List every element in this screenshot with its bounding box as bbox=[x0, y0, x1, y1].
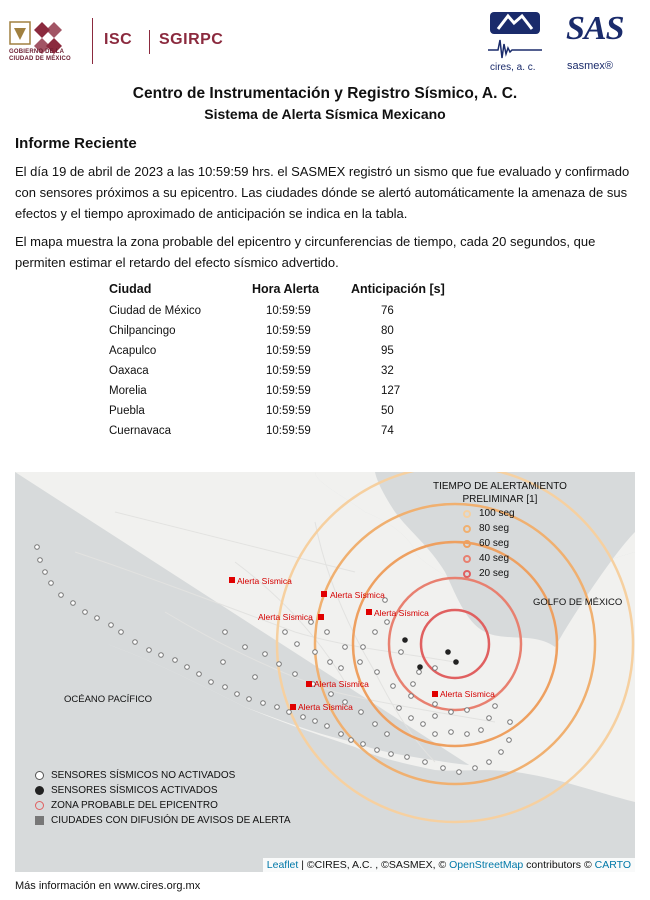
carto-link[interactable]: CARTO bbox=[594, 859, 631, 871]
seismic-map[interactable] bbox=[15, 472, 635, 872]
cell-seconds: 74 bbox=[381, 425, 394, 437]
cell-seconds: 95 bbox=[381, 345, 394, 357]
sensor-off-icon bbox=[35, 771, 44, 780]
cell-city: Chilpancingo bbox=[109, 325, 176, 337]
leaflet-link[interactable]: Leaflet bbox=[266, 859, 299, 871]
gulf-label: GOLFO DE MÉXICO bbox=[533, 597, 623, 608]
alert-label: Alerta Sísmica bbox=[237, 576, 292, 586]
alert-label: Alerta Sísmica bbox=[298, 702, 353, 712]
column-header-anticipacion: Anticipación [s] bbox=[351, 282, 445, 296]
table-header-row bbox=[106, 281, 451, 301]
cell-time: 10:59:59 bbox=[266, 365, 311, 377]
sas-logo: SAS bbox=[566, 10, 624, 47]
table-row bbox=[106, 321, 451, 341]
time-legend-title: TIEMPO DE ALERTAMIENTO PRELIMINAR [1] bbox=[433, 481, 567, 505]
ring-icon bbox=[463, 540, 471, 548]
page-title: Centro de Instrumentación y Registro Sísmico, A. C. bbox=[132, 85, 518, 102]
table-row bbox=[106, 401, 451, 421]
header-divider bbox=[92, 18, 93, 64]
ring-icon bbox=[463, 510, 471, 518]
table-row bbox=[106, 361, 451, 381]
table-row bbox=[106, 381, 451, 401]
legend-item: 100 seg bbox=[433, 506, 567, 521]
sensor-on-icon bbox=[35, 786, 44, 795]
alert-label: Alerta Sísmica bbox=[440, 689, 495, 699]
legend-item: SENSORES SÍSMICOS NO ACTIVADOS bbox=[35, 768, 291, 783]
table-row bbox=[106, 421, 451, 441]
map-description-paragraph: El mapa muestra la zona probable del epicentro y circunferencias de tiempo, cada 20 segundos, que permiten estimar el retardo del efecto sísmico advertido. bbox=[15, 234, 596, 270]
legend-item: 20 seg bbox=[433, 566, 567, 581]
cell-time: 10:59:59 bbox=[266, 345, 311, 357]
section-title: Informe Reciente bbox=[15, 135, 137, 152]
column-header-hora: Hora Alerta bbox=[252, 282, 319, 296]
cell-time: 10:59:59 bbox=[266, 405, 311, 417]
cell-time: 10:59:59 bbox=[266, 425, 311, 437]
legend-item: 60 seg bbox=[433, 536, 567, 551]
ring-icon bbox=[463, 525, 471, 533]
alert-label: Alerta Sísmica bbox=[314, 679, 369, 689]
cell-seconds: 76 bbox=[381, 305, 394, 317]
cell-time: 10:59:59 bbox=[266, 385, 311, 397]
ring-icon bbox=[463, 555, 471, 563]
alert-label: Alerta Sísmica bbox=[330, 590, 385, 600]
alert-label: Alerta Sísmica bbox=[374, 608, 429, 618]
cell-seconds: 32 bbox=[381, 365, 394, 377]
alert-label: Alerta Sísmica bbox=[258, 612, 313, 622]
footer-info: Más información en www.cires.org.mx bbox=[15, 880, 201, 892]
cires-logo bbox=[486, 10, 544, 60]
ring-icon bbox=[463, 570, 471, 578]
legend-item: 80 seg bbox=[433, 521, 567, 536]
cell-city: Oaxaca bbox=[109, 365, 149, 377]
cell-city: Puebla bbox=[109, 405, 145, 417]
legend-item: SENSORES SÍSMICOS ACTIVADOS bbox=[35, 783, 291, 798]
map-attribution: Leaflet | ©CIRES, A.C. , ©SASMEX, © OpenStreetMap contributors © CARTO bbox=[263, 858, 635, 872]
column-header-ciudad: Ciudad bbox=[109, 282, 152, 296]
cell-city: Morelia bbox=[109, 385, 147, 397]
legend-item: ZONA PROBABLE DEL EPICENTRO bbox=[35, 798, 291, 813]
table-row bbox=[106, 301, 451, 321]
legend-item: CIUDADES CON DIFUSIÓN DE AVISOS DE ALERTA bbox=[35, 813, 291, 828]
cires-text: cires, a. c. bbox=[490, 62, 536, 73]
cell-city: Ciudad de México bbox=[109, 305, 202, 317]
sgirpc-logo-text: SGIRPC bbox=[159, 31, 224, 48]
cell-seconds: 80 bbox=[381, 325, 394, 337]
pacific-ocean-label: OCÉANO PACÍFICO bbox=[64, 694, 152, 705]
cell-city: Cuernavaca bbox=[109, 425, 172, 437]
city-square-icon bbox=[35, 816, 44, 825]
cell-seconds: 50 bbox=[381, 405, 394, 417]
symbol-legend bbox=[35, 768, 291, 828]
report-paragraph: El día 19 de abril de 2023 a las 10:59:59 hrs. el SASMEX registró un sismo que fue evaluado y confirmado con sensores próximos a su epicentro. Las ciudades dónde se alertó automáticamente la amenaza de sus efectos y el tiempo aproximado de anticipación se indica en la tabla. bbox=[15, 164, 630, 221]
epicenter-ring-icon bbox=[35, 801, 44, 810]
osm-link[interactable]: OpenStreetMap bbox=[449, 859, 524, 871]
page-subtitle: Sistema de Alerta Sísmica Mexicano bbox=[204, 106, 446, 122]
gobierno-cdmx-text: GOBIERNO DE LA CIUDAD DE MÉXICO bbox=[9, 49, 71, 62]
cell-time: 10:59:59 bbox=[266, 305, 311, 317]
cell-seconds: 127 bbox=[381, 385, 401, 397]
header-divider bbox=[149, 30, 150, 54]
sasmex-text: sasmex® bbox=[567, 60, 614, 72]
time-legend bbox=[433, 480, 567, 581]
legend-item: 40 seg bbox=[433, 551, 567, 566]
cell-city: Acapulco bbox=[109, 345, 157, 357]
isc-logo-text: ISC bbox=[104, 31, 133, 48]
alerts-table bbox=[106, 281, 451, 441]
cell-time: 10:59:59 bbox=[266, 325, 311, 337]
table-row bbox=[106, 341, 451, 361]
